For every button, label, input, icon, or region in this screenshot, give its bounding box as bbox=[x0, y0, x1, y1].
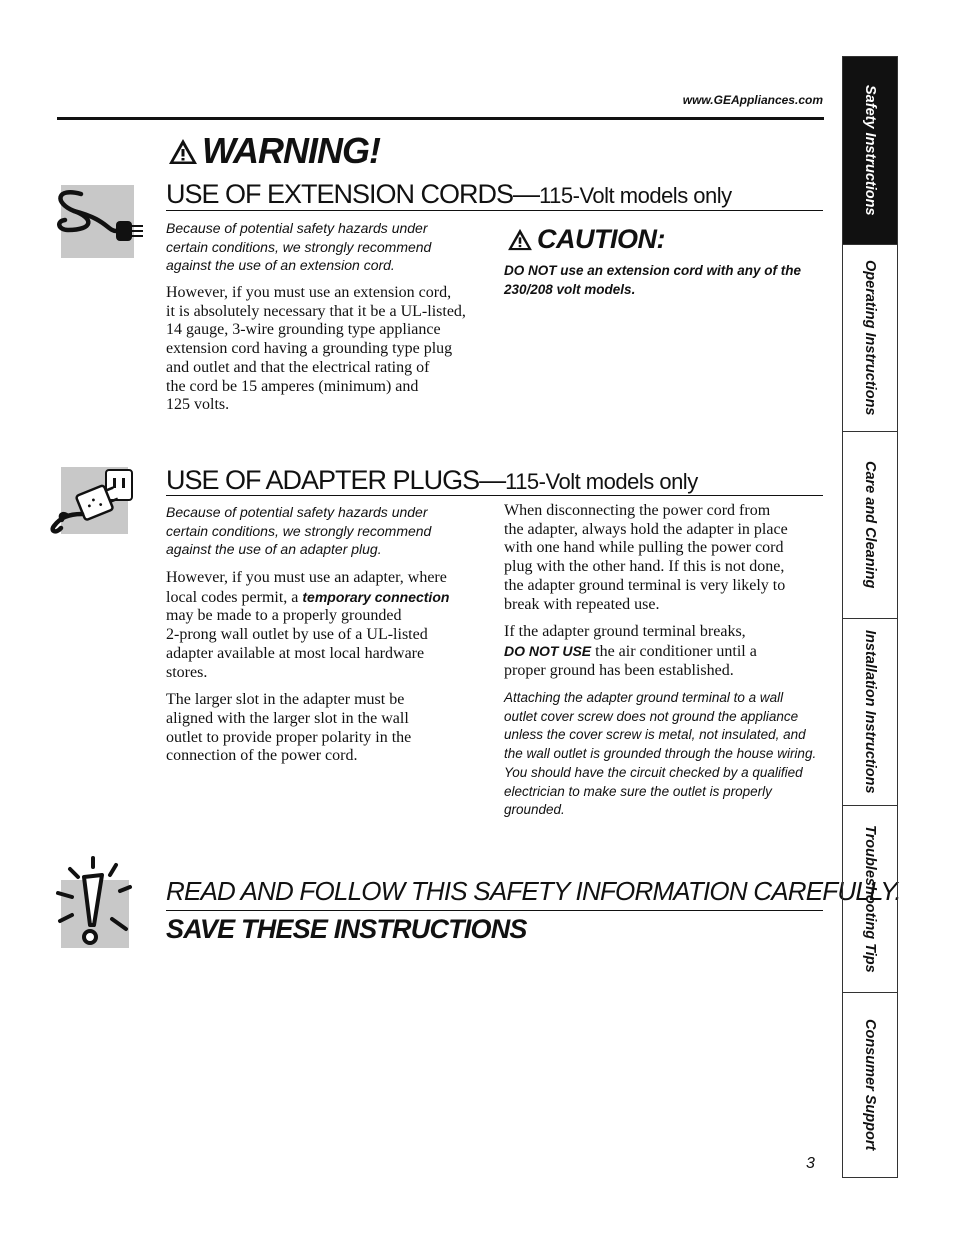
body-line: the adapter ground terminal is very likely to bbox=[504, 576, 786, 594]
note-line: Attaching the adapter ground terminal to a wall bbox=[504, 690, 784, 705]
adapter-plug-icon bbox=[44, 462, 138, 538]
body-line: 14 gauge, 3-wire grounding type appliance bbox=[166, 321, 441, 339]
ground-terminal-paragraph bbox=[504, 623, 826, 680]
extension-cords-title: USE OF EXTENSION CORDS— bbox=[166, 179, 540, 209]
caution-text bbox=[504, 261, 824, 299]
note-line: unless the cover screw is metal, not insulated, and bbox=[504, 727, 806, 743]
read-follow-heading: READ AND FOLLOW THIS SAFETY INFORMATION CAREFULLY. bbox=[166, 876, 901, 906]
body-line: If the adapter ground terminal breaks, bbox=[504, 623, 746, 641]
tab-troubleshooting-tips[interactable] bbox=[843, 805, 897, 993]
tab-label: Safety Instructions bbox=[862, 85, 878, 216]
body-line: and outlet and that the electrical rating of bbox=[166, 358, 430, 376]
body-line: extension cord having a grounding type plug bbox=[166, 340, 453, 358]
tab-installation-instructions[interactable] bbox=[843, 618, 897, 806]
body-line: the adapter, always hold the adapter in place bbox=[504, 520, 788, 538]
tab-label: Operating Instructions bbox=[862, 259, 878, 416]
adapter-plugs-rule bbox=[166, 495, 823, 496]
body-line: connection of the power cord. bbox=[166, 747, 358, 765]
exclamation-alert-icon bbox=[50, 855, 142, 949]
tab-operating-instructions[interactable] bbox=[843, 244, 897, 432]
tab-care-and-cleaning[interactable] bbox=[843, 431, 897, 619]
adapter-plugs-title: USE OF ADAPTER PLUGS— bbox=[166, 465, 506, 495]
tab-label: Installation Instructions bbox=[862, 629, 878, 794]
adapter-plugs-left-body bbox=[166, 569, 491, 775]
body-line: stores. bbox=[166, 663, 208, 681]
body-line: However, if you must use an extension cord, bbox=[166, 284, 452, 301]
adapter-plugs-subtitle: 115-Volt models only bbox=[505, 469, 698, 494]
extension-cord-icon bbox=[48, 183, 150, 247]
adapter-paragraph-1 bbox=[166, 569, 491, 682]
temporary-connection-emphasis: temporary connection bbox=[302, 588, 450, 605]
warning-title: WARNING! bbox=[202, 130, 380, 171]
grounding-note bbox=[504, 689, 824, 820]
body-line: However, if you must use an adapter, where bbox=[166, 569, 447, 586]
page-number: 3 bbox=[806, 1155, 815, 1172]
website-url: www.GEAppliances.com bbox=[682, 93, 823, 107]
caution-title: CAUTION: bbox=[537, 224, 665, 254]
adapter-plugs-right-body bbox=[504, 502, 826, 689]
tab-consumer-support[interactable] bbox=[843, 992, 897, 1177]
disconnect-paragraph bbox=[504, 502, 826, 614]
note-line: You should have the circuit checked by a qualified bbox=[504, 764, 803, 780]
save-instructions-heading: SAVE THESE INSTRUCTIONS bbox=[166, 914, 527, 944]
note-line: outlet cover screw does not ground the appliance bbox=[504, 708, 799, 724]
body-line: The larger slot in the adapter must be bbox=[166, 691, 405, 709]
intro-line: against the use of an adapter plug. bbox=[166, 541, 382, 557]
caution-line: DO NOT use an extension cord with any of the bbox=[504, 263, 802, 278]
body-line: may be made to a properly grounded bbox=[166, 607, 402, 625]
body-line: plug with the other hand. If this is not done, bbox=[504, 558, 785, 576]
body-line: it is absolutely necessary that it be a UL-listed, bbox=[166, 302, 466, 320]
header-rule bbox=[57, 117, 824, 120]
body-line: 2-prong wall outlet by use of a UL-listed bbox=[166, 626, 428, 644]
body-line: When disconnecting the power cord from bbox=[504, 502, 771, 519]
extension-cords-heading bbox=[166, 179, 732, 210]
caution-triangle-icon bbox=[507, 228, 533, 251]
body-line: proper ground has been established. bbox=[504, 661, 734, 679]
side-tab-bar bbox=[842, 56, 898, 1178]
adapter-plugs-heading bbox=[166, 465, 698, 496]
body-line: with one hand while pulling the power cord bbox=[504, 539, 784, 557]
intro-line: against the use of an extension cord. bbox=[166, 257, 395, 273]
extension-cords-body bbox=[166, 284, 491, 415]
extension-cords-intro bbox=[166, 219, 486, 275]
intro-line: Because of potential safety hazards under bbox=[166, 220, 428, 236]
body-line: outlet to provide proper polarity in the bbox=[166, 728, 412, 746]
body-line: 125 volts. bbox=[166, 396, 230, 414]
body-line: local codes permit, a bbox=[166, 588, 303, 606]
extension-cords-subtitle: 115-Volt models only bbox=[539, 183, 732, 208]
tab-label: Care and Cleaning bbox=[862, 460, 878, 589]
intro-line: certain conditions, we strongly recommend bbox=[166, 238, 432, 255]
tab-label: Consumer Support bbox=[862, 1018, 878, 1151]
warning-triangle-icon bbox=[168, 138, 198, 165]
body-line: the cord be 15 amperes (minimum) and bbox=[166, 377, 419, 395]
body-line: adapter available at most local hardware bbox=[166, 644, 425, 662]
body-line: aligned with the larger slot in the wall bbox=[166, 709, 409, 727]
extension-cords-rule bbox=[166, 210, 823, 211]
tab-label: Troubleshooting Tips bbox=[862, 824, 878, 973]
adapter-paragraph-2 bbox=[166, 691, 491, 766]
intro-line: Because of potential safety hazards under bbox=[166, 504, 428, 520]
adapter-plugs-intro bbox=[166, 503, 486, 559]
do-not-use-emphasis: DO NOT USE bbox=[504, 642, 592, 659]
caution-line: 230/208 volt models. bbox=[504, 282, 636, 297]
body-line: break with repeated use. bbox=[504, 595, 660, 613]
note-line: grounded. bbox=[504, 802, 565, 818]
note-line: the wall outlet is grounded through the house wiring. bbox=[504, 746, 817, 762]
note-line: electrician to make sure the outlet is properly bbox=[504, 783, 772, 799]
read-follow-rule bbox=[166, 910, 823, 911]
body-line: the air conditioner until a bbox=[591, 642, 757, 660]
intro-line: certain conditions, we strongly recommend bbox=[166, 522, 432, 539]
tab-safety-instructions[interactable] bbox=[843, 57, 897, 245]
caution-heading bbox=[507, 224, 665, 255]
warning-heading bbox=[168, 130, 380, 172]
